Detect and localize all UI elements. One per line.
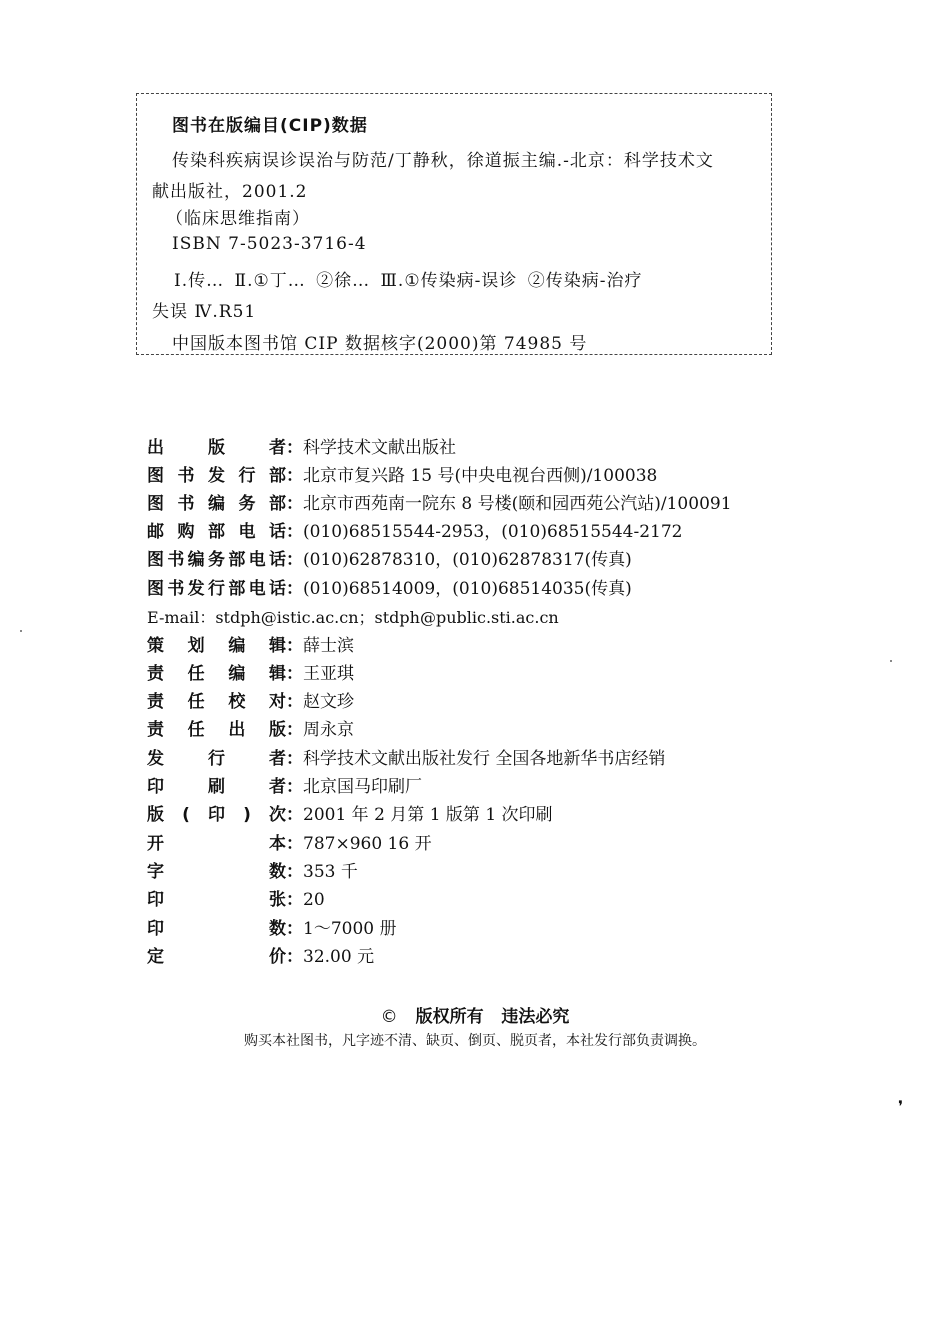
staff-value: 科学技术文献出版社发行 全国各地新华书店经销	[303, 749, 666, 769]
pub-label: 图书发行部	[147, 466, 286, 486]
pub-value: 北京市复兴路 15 号(中央电视台西侧)/100038	[303, 466, 658, 486]
exchange-policy: 购买本社图书，凡字迹不清、缺页、倒页、脱页者，本社发行部负责调换。	[244, 1033, 706, 1049]
pub-label: 图书编务部	[147, 494, 286, 514]
copyright-symbol: ©	[380, 1007, 398, 1027]
pub-label: 图书发行部电话	[147, 579, 286, 599]
staff-row: 定 价：32.00 元	[147, 942, 374, 966]
staff-label: 印 张	[147, 890, 286, 910]
scan-dot	[890, 660, 892, 662]
staff-label: 字 数	[147, 862, 286, 882]
staff-value: 32.00 元	[303, 947, 375, 967]
pub-label: 出 版 者	[147, 438, 286, 458]
pub-row-mail-order-phone: 邮购部电话：(010)68515544-2953，(010)68515544-2172	[147, 517, 683, 541]
staff-value: 赵文珍	[303, 692, 354, 712]
staff-row: 开 本：787×960 16 开	[147, 829, 432, 853]
staff-value: 2001 年 2 月第 1 版第 1 次印刷	[303, 805, 553, 825]
cip-classification-1: Ⅰ.传… Ⅱ.①丁… ②徐… Ⅲ.①传染病-误诊 ②传染病-治疗	[174, 271, 643, 291]
cip-verification: 中国版本图书馆 CIP 数据核字(2000)第 74985 号	[172, 334, 588, 354]
pub-row-editorial-phone: 图书编务部电话：(010)62878310，(010)62878317(传真)	[147, 545, 632, 569]
staff-value: 王亚琪	[303, 664, 354, 684]
staff-label: 印 数	[147, 919, 286, 939]
staff-label: 定 价	[147, 947, 286, 967]
email-line: E-mail：stdph@istic.ac.cn；stdph@public.sti.ac.cn	[147, 608, 559, 627]
staff-label: 责任编辑	[147, 664, 286, 684]
copyright-notice	[0, 1002, 950, 1027]
staff-row: 发 行 者：科学技术文献出版社发行 全国各地新华书店经销	[147, 744, 665, 768]
staff-value: 353 千	[303, 862, 358, 882]
cip-title: 图书在版编目(CIP)数据	[172, 116, 368, 136]
staff-label: 版(印)次	[147, 805, 286, 825]
pub-value: 北京市西苑南一院东 8 号楼(颐和园西苑公汽站)/100091	[303, 494, 732, 514]
staff-row: 印 刷 者：北京国马印刷厂	[147, 772, 422, 796]
pub-label: 邮购部电话	[147, 522, 286, 542]
cip-series: （临床思维指南）	[166, 209, 310, 229]
pub-row-editorial: 图书编务部：北京市西苑南一院东 8 号楼(颐和园西苑公汽站)/100091	[147, 489, 732, 513]
staff-row: 版(印)次：2001 年 2 月第 1 版第 1 次印刷	[147, 800, 553, 824]
staff-row: 策划编辑：薛士滨	[147, 631, 354, 655]
scan-dot	[20, 630, 22, 632]
staff-label: 发 行 者	[147, 749, 286, 769]
cip-isbn: ISBN 7-5023-3716-4	[172, 234, 367, 254]
staff-value: 20	[303, 890, 325, 910]
staff-label: 责任出版	[147, 720, 286, 740]
pub-row-distribution-phone: 图书发行部电话：(010)68514009，(010)68514035(传真)	[147, 574, 632, 598]
staff-row: 责任编辑：王亚琪	[147, 659, 354, 683]
copyright-text: 版权所有 违法必究	[415, 1007, 570, 1027]
scan-mark: ❜	[898, 1097, 904, 1116]
staff-value: 薛士滨	[303, 636, 354, 656]
staff-value: 1～7000 册	[303, 919, 397, 939]
staff-value: 周永京	[303, 720, 354, 740]
cip-classification-2: 失误 Ⅳ.R51	[152, 302, 257, 322]
staff-row: 字 数：353 千	[147, 857, 358, 881]
staff-row: 印 张：20	[147, 885, 325, 909]
staff-label: 责任校对	[147, 692, 286, 712]
pub-value: (010)68514009，(010)68514035(传真)	[303, 579, 632, 599]
staff-value: 787×960 16 开	[303, 834, 432, 854]
pub-label: 图书编务部电话	[147, 550, 286, 570]
staff-label: 开 本	[147, 834, 286, 854]
pub-row-distribution: 图书发行部：北京市复兴路 15 号(中央电视台西侧)/100038	[147, 461, 657, 485]
staff-row: 责任出版：周永京	[147, 715, 354, 739]
staff-row: 责任校对：赵文珍	[147, 687, 354, 711]
cip-line-2: 献出版社，2001.2	[152, 182, 308, 202]
pub-value: 科学技术文献出版社	[303, 438, 456, 458]
staff-label: 策划编辑	[147, 636, 286, 656]
pub-row-publisher: 出 版 者：科学技术文献出版社	[147, 433, 456, 457]
staff-row: 印 数：1～7000 册	[147, 914, 396, 938]
staff-label: 印 刷 者	[147, 777, 286, 797]
pub-value: (010)62878310，(010)62878317(传真)	[303, 550, 632, 570]
staff-value: 北京国马印刷厂	[303, 777, 422, 797]
pub-value: (010)68515544-2953，(010)68515544-2172	[303, 522, 683, 542]
cip-line-1: 传染科疾病误诊误治与防范/丁静秋，徐道振主编.-北京：科学技术文	[172, 151, 714, 171]
